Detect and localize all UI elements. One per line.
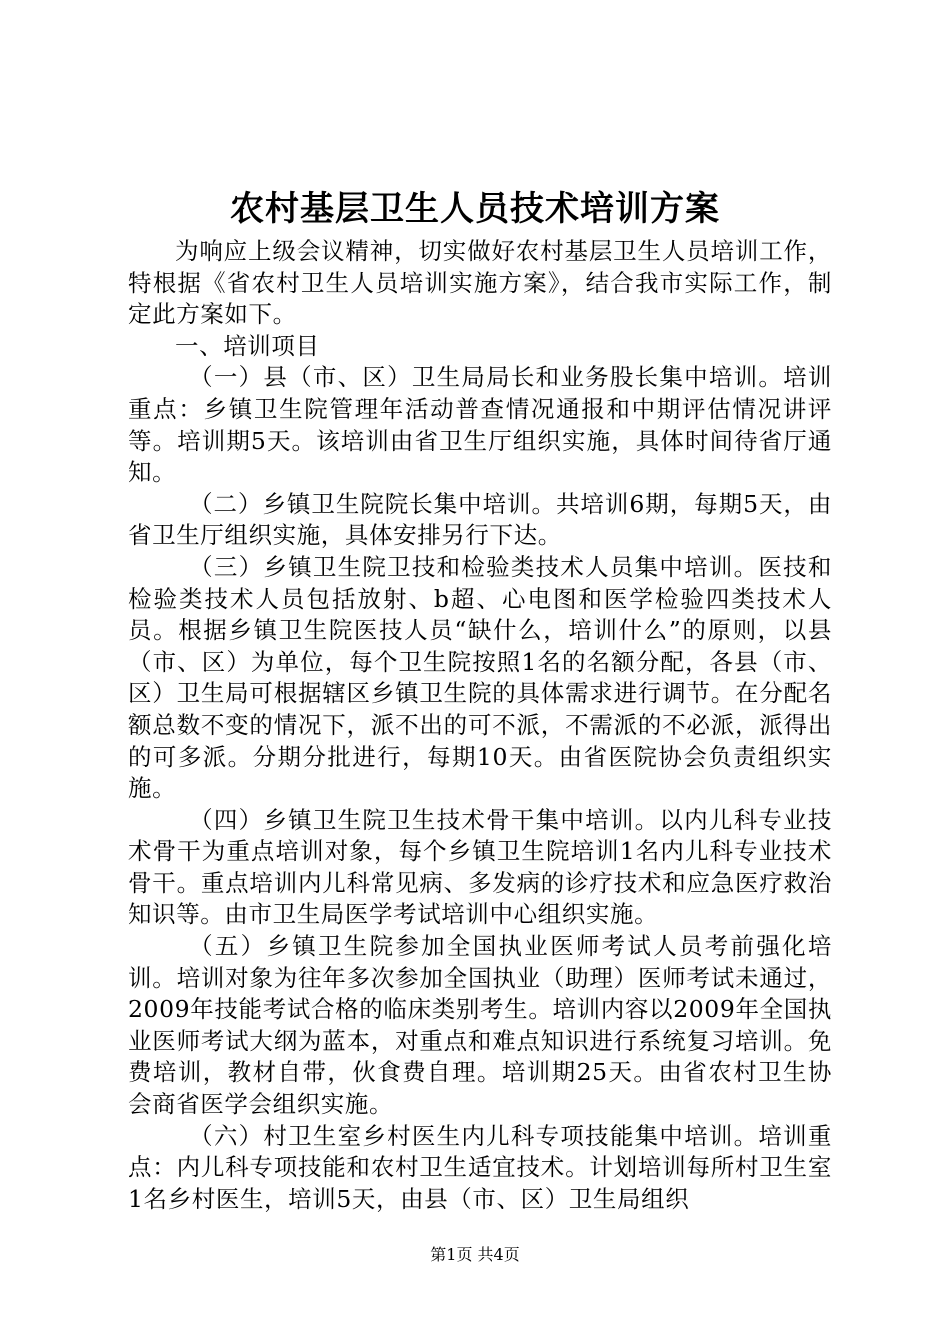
document-title: 农村基层卫生人员技术培训方案 [230,189,720,229]
item-2-paragraph: （二）乡镇卫生院院长集中培训。共培训6期，每期5天，由省卫生厅组织实施，具体安排另行下达。 [128,489,832,550]
section-heading-training-items: 一、培训项目 [175,331,320,360]
document-body [128,236,832,1215]
item-1-paragraph: （一）县（市、区）卫生局局长和业务股长集中培训。培训重点：乡镇卫生院管理年活动普查情况通报和中期评估情况讲评等。培训期5天。该培训由省卫生厅组织实施，具体时间待省厅通知。 [128,363,832,487]
item-3-paragraph: （三）乡镇卫生院卫技和检验类技术人员集中培训。医技和检验类技术人员包括放射、b超、心电图和医学检验四类技术人员。根据乡镇卫生院医技人员“缺什么，培训什么”的原则，以县（市、区）为单位，每个卫生院按照1名的名额分配，各县（市、区）卫生局可根据辖区乡镇卫生院的具体需求进行调节。在分配名额总数不变的情况下，派不出的可不派，不需派的不必派，派得出的可多派。分期分批进行，每期10天。由省医院协会负责组织实施。 [128,552,832,803]
item-6-paragraph: （六）村卫生室乡村医生内儿科专项技能集中培训。培训重点：内儿科专项技能和农村卫生适宜技术。计划培训每所村卫生室1名乡村医生，培训5天，由县（市、区）卫生局组织 [128,1121,832,1213]
item-5-paragraph: （五）乡镇卫生院参加全国执业医师考试人员考前强化培训。培训对象为往年多次参加全国执业（助理）医师考试未通过，2009年技能考试合格的临床类别考生。培训内容以2009年全国执业医师考试大纲为蓝本，对重点和难点知识进行系统复习培训。免费培训，教材自带，伙食费自理。培训期25天。由省农村卫生协会商省医学会组织实施。 [128,932,832,1119]
intro-paragraph: 为响应上级会议精神，切实做好农村基层卫生人员培训工作，特根据《省农村卫生人员培训实施方案》，结合我市实际工作，制定此方案如下。 [128,237,832,329]
page-number-footer: 第1页 共4页 [430,1245,520,1264]
item-4-paragraph: （四）乡镇卫生院卫生技术骨干集中培训。以内儿科专业技术骨干为重点培训对象，每个乡镇卫生院培训1名内儿科专业技术骨干。重点培训内儿科常见病、多发病的诊疗技术和应急医疗救治知识等。由市卫生局医学考试培训中心组织实施。 [128,805,832,929]
